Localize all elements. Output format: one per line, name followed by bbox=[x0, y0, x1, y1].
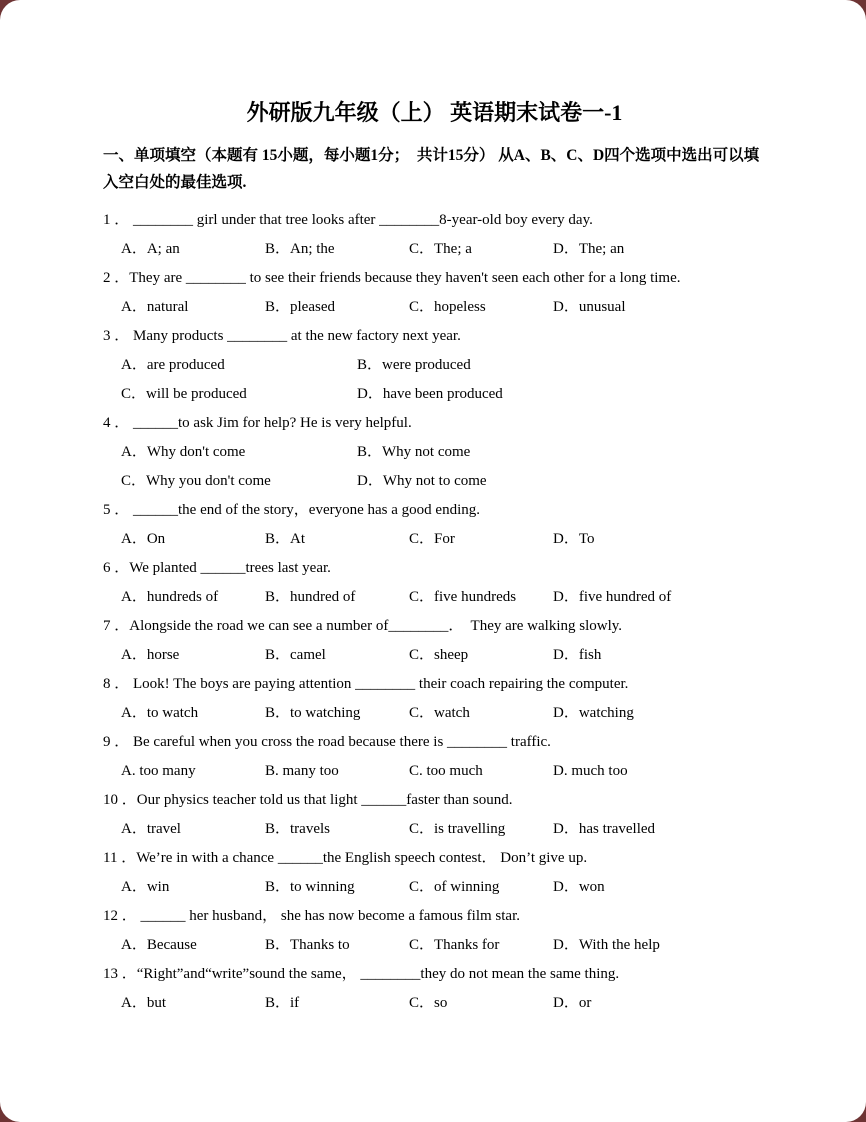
option-c: C．Why you don't come bbox=[121, 473, 271, 489]
question-stem: 9 ． Be careful when you cross the road because there is ________ traffic. bbox=[103, 734, 551, 750]
option-row bbox=[103, 931, 766, 960]
option-d: D．watching bbox=[553, 705, 634, 721]
question-stem: 10 ．Our physics teacher told us that light ______faster than sound. bbox=[103, 792, 513, 808]
option-b: B．travels bbox=[265, 821, 330, 837]
question-stem: 6 ．We planted ______trees last year. bbox=[103, 560, 331, 576]
option-row bbox=[103, 293, 766, 322]
option-b: B．Thanks to bbox=[265, 937, 350, 953]
option-b: B．An; the bbox=[265, 241, 335, 257]
option-a: A. too many bbox=[121, 763, 196, 779]
option-b: B. many too bbox=[265, 763, 339, 779]
option-d: D．have been produced bbox=[357, 386, 503, 402]
option-row bbox=[103, 351, 766, 380]
option-b: B．Why not come bbox=[357, 444, 471, 460]
question-stem: 12 ． ______ her husband， she has now become a famous film star. bbox=[103, 908, 521, 924]
page-title: 外研版九年级（上） 英语期末试卷一-1 bbox=[246, 100, 623, 125]
option-row bbox=[103, 235, 766, 264]
question-stem: 3 ． Many products ________ at the new factory next year. bbox=[103, 328, 461, 344]
option-b: B．to winning bbox=[265, 879, 355, 895]
option-c: C．The; a bbox=[409, 241, 472, 257]
question-13 bbox=[103, 960, 766, 1018]
question-5 bbox=[103, 496, 766, 554]
option-a: A．On bbox=[121, 531, 166, 547]
option-row bbox=[103, 525, 766, 554]
option-c: C．watch bbox=[409, 705, 470, 721]
option-a: A．natural bbox=[121, 299, 189, 315]
option-row bbox=[103, 757, 766, 786]
option-d: D．five hundred of bbox=[553, 589, 672, 605]
option-d: D．Why not to come bbox=[357, 473, 487, 489]
option-a: A．win bbox=[121, 879, 170, 895]
question-stem: 8 ． Look! The boys are paying attention ________ their coach repairing the computer. bbox=[103, 676, 629, 692]
option-d: D．To bbox=[553, 531, 595, 547]
question-4 bbox=[103, 409, 766, 496]
question-2 bbox=[103, 264, 766, 322]
option-c: C．is travelling bbox=[409, 821, 506, 837]
option-d: D．With the help bbox=[553, 937, 660, 953]
option-d: D．has travelled bbox=[553, 821, 656, 837]
option-row bbox=[103, 380, 766, 409]
option-d: D．The; an bbox=[553, 241, 625, 257]
option-d: D．won bbox=[553, 879, 605, 895]
option-c: C．will be produced bbox=[121, 386, 247, 402]
question-8 bbox=[103, 670, 766, 728]
option-c: C．of winning bbox=[409, 879, 500, 895]
option-c: C．sheep bbox=[409, 647, 469, 663]
option-b: B．hundred of bbox=[265, 589, 356, 605]
option-c: C．Thanks for bbox=[409, 937, 500, 953]
option-b: B．if bbox=[265, 995, 300, 1011]
option-a: A．hundreds of bbox=[121, 589, 219, 605]
option-c: C．so bbox=[409, 995, 448, 1011]
question-7 bbox=[103, 612, 766, 670]
question-stem: 2 ．They are ________ to see their friends because they haven't seen each other for a long time. bbox=[103, 270, 681, 286]
option-row bbox=[103, 873, 766, 902]
option-b: B．to watching bbox=[265, 705, 361, 721]
question-stem: 7 ．Alongside the road we can see a number of________． They are walking slowly. bbox=[103, 618, 623, 634]
option-row bbox=[103, 989, 766, 1018]
option-a: A．Because bbox=[121, 937, 197, 953]
option-c: C. too much bbox=[409, 763, 483, 779]
question-3 bbox=[103, 322, 766, 409]
option-a: A．travel bbox=[121, 821, 181, 837]
question-6 bbox=[103, 554, 766, 612]
question-10 bbox=[103, 786, 766, 844]
option-row bbox=[103, 699, 766, 728]
option-c: C．five hundreds bbox=[409, 589, 517, 605]
question-11 bbox=[103, 844, 766, 902]
option-d: D．fish bbox=[553, 647, 602, 663]
question-list bbox=[103, 206, 766, 1018]
question-stem: 5 ． ______the end of the story，everyone has a good ending. bbox=[103, 502, 480, 518]
option-d: D. much too bbox=[553, 763, 628, 779]
question-1 bbox=[103, 206, 766, 264]
option-b: B．At bbox=[265, 531, 306, 547]
question-stem: 1 ． ________ girl under that tree looks after ________8-year-old boy every day. bbox=[103, 212, 593, 228]
option-row bbox=[103, 467, 766, 496]
option-c: C．hopeless bbox=[409, 299, 486, 315]
option-a: A．are produced bbox=[121, 357, 225, 373]
question-stem: 13 ．“Right”and“write”sound the same， ________they do not mean the same thing. bbox=[103, 966, 620, 982]
question-12 bbox=[103, 902, 766, 960]
option-b: B．pleased bbox=[265, 299, 335, 315]
option-row bbox=[103, 815, 766, 844]
option-a: A．horse bbox=[121, 647, 180, 663]
option-b: B．camel bbox=[265, 647, 326, 663]
option-b: B．were produced bbox=[357, 357, 471, 373]
option-a: A．A; an bbox=[121, 241, 180, 257]
option-d: D．or bbox=[553, 995, 592, 1011]
option-d: D．unusual bbox=[553, 299, 626, 315]
question-stem: 11 ．We’re in with a chance ______the English speech contest． Don’t give up. bbox=[103, 850, 588, 866]
option-a: A．Why don't come bbox=[121, 444, 246, 460]
option-row bbox=[103, 438, 766, 467]
option-a: A．but bbox=[121, 995, 167, 1011]
question-stem: 4 ． ______to ask Jim for help? He is very helpful. bbox=[103, 415, 412, 431]
option-a: A．to watch bbox=[121, 705, 199, 721]
section-header: 一、单项填空（本题有 15小题，每小题1分； 共计15分） 从A、B、C、D四个选项中选出可以填入空白处的最佳选项. bbox=[103, 147, 760, 191]
question-9 bbox=[103, 728, 766, 786]
option-row bbox=[103, 583, 766, 612]
option-row bbox=[103, 641, 766, 670]
option-c: C．For bbox=[409, 531, 455, 547]
